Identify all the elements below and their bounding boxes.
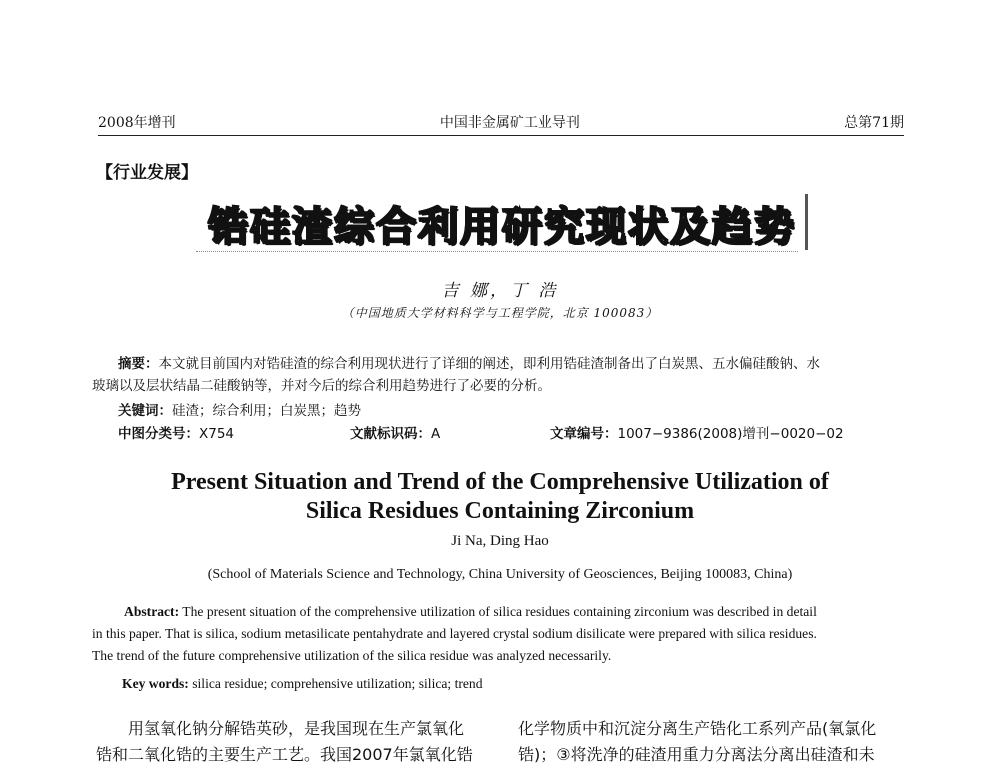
english-abstract-line: The present situation of the comprehensive utilization of silica residues containing zirconium was described in detail [182, 604, 817, 619]
body-paragraph-line: 锆)；③将洗净的硅渣用重力分离法分离出硅渣和未 [518, 745, 875, 764]
article-number [550, 422, 844, 442]
header-rule [98, 135, 904, 136]
title-dotted-rule [196, 251, 798, 252]
classification-label: 中图分类号： [118, 426, 199, 442]
body-column-right [518, 716, 908, 768]
english-affiliation: (School of Materials Science and Technology, China University of Geosciences, Beijing 100083, China) [207, 567, 793, 582]
header-issue-number: 总第71期 [844, 115, 904, 131]
chinese-affiliation: （中国地质大学材料科学与工程学院，北京 100083） [341, 306, 659, 320]
english-authors: Ji Na, Ding Hao [451, 533, 549, 549]
english-title [0, 468, 1000, 526]
body-column-left [96, 716, 492, 768]
body-paragraph-line: 锆和二氧化锆的主要生产工艺。我国2007年氯氧化锆 [96, 745, 473, 764]
english-title-line: Silica Residues Containing Zirconium [305, 498, 695, 524]
english-abstract-line: The trend of the future comprehensive utilization of the silica residue was analyzed necessarily. [92, 648, 612, 663]
header-issue-year: 2008年增刊 [98, 115, 176, 131]
english-keywords-label: Key words: [122, 676, 189, 691]
body-paragraph-line: 用氢氧化钠分解锆英砂，是我国现在生产氯氧化 [128, 719, 465, 738]
english-title-line: Present Situation and Trend of the Comprehensive Utilization of [171, 469, 829, 495]
chinese-keywords [118, 399, 361, 419]
document-id-label: 文献标识码： [350, 426, 431, 442]
english-keywords-value: silica residue; comprehensive utilization; silica; trend [192, 676, 483, 691]
header-journal-name: 中国非金属矿工业导刊 [439, 115, 580, 131]
classification-value: X754 [199, 426, 235, 442]
chinese-authors: 吉 娜，丁 浩 [441, 281, 559, 301]
document-id-value: A [431, 426, 441, 442]
chinese-abstract-line: 玻璃以及层状结晶二硅酸钠等，并对今后的综合利用趋势进行了必要的分析。 [92, 378, 551, 394]
article-number-value: 1007−9386(2008)增刊−0020−02 [617, 426, 844, 442]
title-frame-bracket [801, 194, 808, 250]
english-abstract [92, 601, 908, 667]
chinese-keywords-value: 硅渣；综合利用；白炭黑；趋势 [172, 403, 361, 419]
body-paragraph-line: 化学物质中和沉淀分离生产锆化工系列产品(氧氯化 [518, 719, 877, 738]
chinese-abstract-line: 本文就目前国内对锆硅渣的综合利用现状进行了详细的阐述，即利用锆硅渣制备出了白炭黑、五水偏硅酸钠、水 [158, 356, 820, 372]
chinese-abstract-label: 摘要： [118, 356, 159, 372]
classification-number [118, 422, 234, 442]
section-tag: 【行业发展】 [96, 163, 198, 183]
title-banner [196, 192, 808, 254]
english-abstract-label: Abstract: [124, 604, 180, 619]
document-id [350, 422, 440, 442]
english-abstract-line: in this paper. That is silica, sodium metasilicate pentahydrate and layered crystal sodium disilicate were prepared with silica residues. [92, 626, 817, 641]
english-keywords [122, 676, 483, 692]
chinese-abstract [92, 353, 908, 397]
chinese-title: 锆硅渣综合利用研究现状及趋势 [208, 203, 796, 250]
running-header [98, 112, 904, 136]
article-number-label: 文章编号： [550, 426, 618, 442]
chinese-keywords-label: 关键词： [118, 403, 172, 419]
